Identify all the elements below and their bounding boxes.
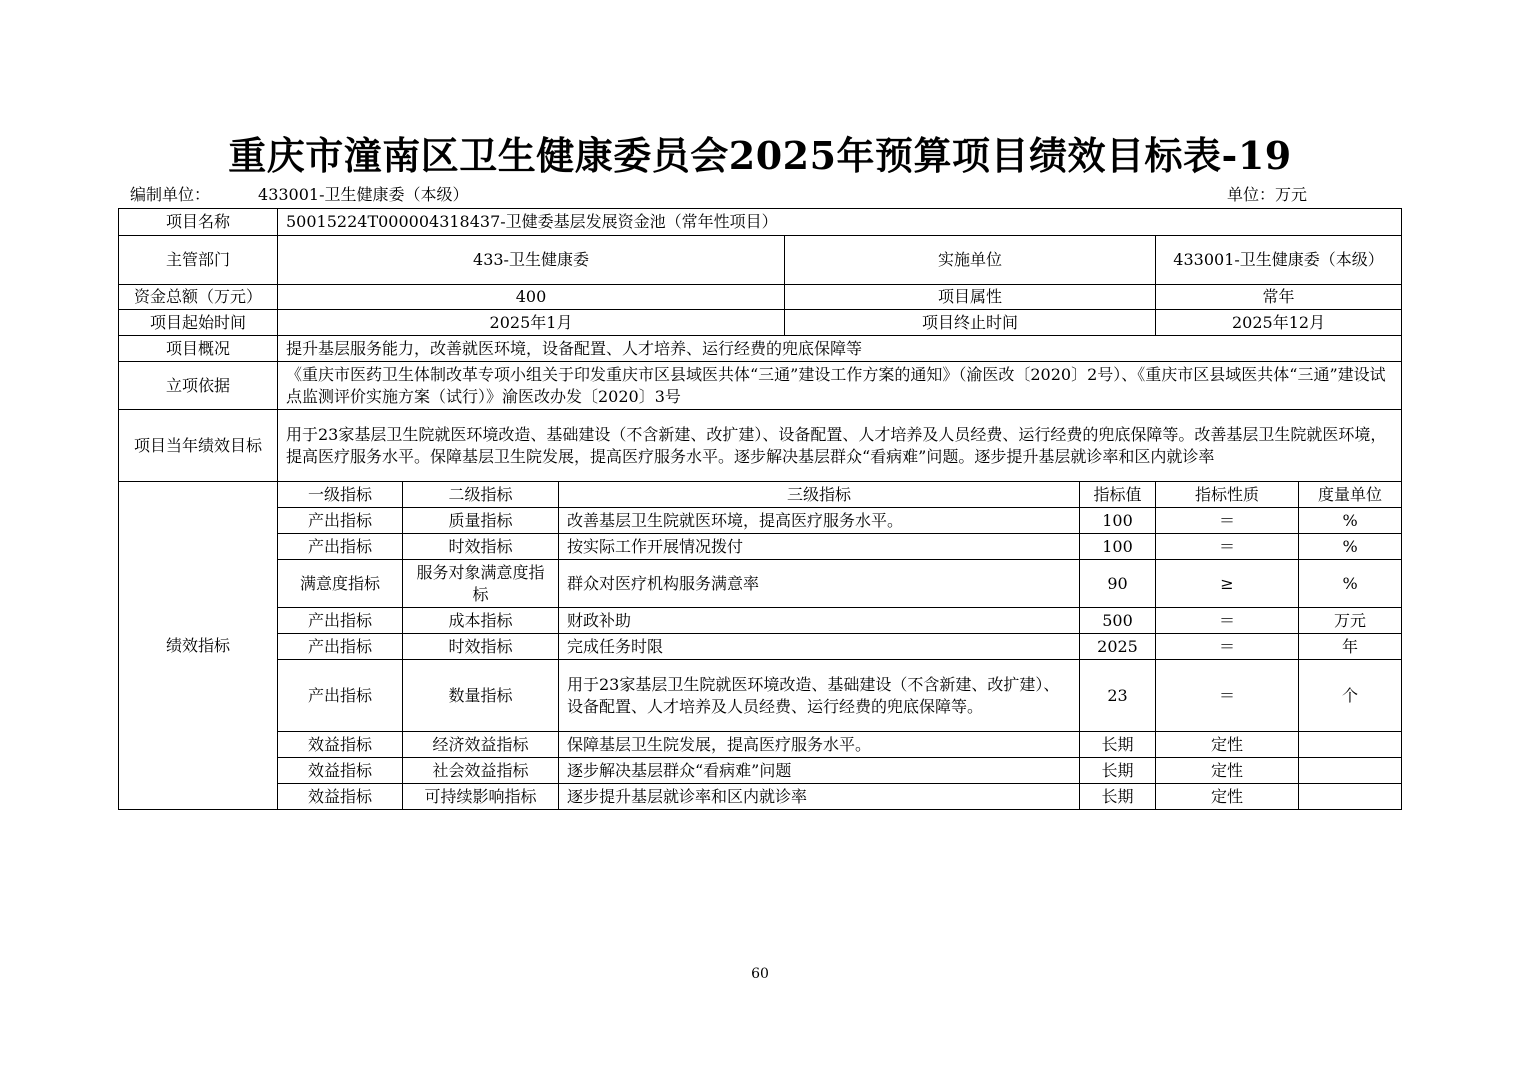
indicator-section-label: 绩效指标: [119, 482, 278, 810]
value-cell: 长期: [1080, 784, 1156, 810]
header-level2: 二级指标: [403, 482, 559, 508]
unit-cell: %: [1299, 534, 1402, 560]
level1-cell: 产出指标: [278, 634, 403, 660]
table-row: [119, 732, 1402, 758]
nature-cell: ＝: [1156, 534, 1299, 560]
level3-cell: 改善基层卫生院就医环境，提高医疗服务水平。: [559, 508, 1080, 534]
table-row: [119, 508, 1402, 534]
impl-value: 433001-卫生健康委（本级）: [1156, 236, 1402, 285]
header-level3: 三级指标: [559, 482, 1080, 508]
level2-cell: 服务对象满意度指标: [403, 560, 559, 608]
goal-value: 用于23家基层卫生院就医环境改造、基础建设（不含新建、改扩建）、设备配置、人才培养及人员经费、运行经费的兜底保障等。改善基层卫生院就医环境，提高医疗服务水平。保障基层卫生院发展，提高医疗服务水平。逐步解决基层群众“看病难”问题。逐步提升基层就诊率和区内就诊率: [278, 410, 1402, 482]
fund-value: 400: [278, 285, 785, 310]
project-name: 50015224T000004318437-卫健委基层发展资金池（常年性项目）: [278, 209, 1402, 236]
unit-cell: %: [1299, 560, 1402, 608]
value-cell: 100: [1080, 534, 1156, 560]
page-number: 60: [751, 966, 769, 982]
end-value: 2025年12月: [1156, 310, 1402, 336]
project-name-label: 项目名称: [119, 209, 278, 236]
overview-value: 提升基层服务能力，改善就医环境，设备配置、人才培养、运行经费的兜底保障等: [278, 336, 1402, 362]
unit-cell: [1299, 732, 1402, 758]
nature-cell: ＝: [1156, 634, 1299, 660]
header-value: 指标值: [1080, 482, 1156, 508]
dept-label: 主管部门: [119, 236, 278, 285]
unit-cell: 个: [1299, 660, 1402, 732]
level2-cell: 质量指标: [403, 508, 559, 534]
nature-cell: 定性: [1156, 758, 1299, 784]
nature-cell: ＝: [1156, 508, 1299, 534]
nature-cell: 定性: [1156, 784, 1299, 810]
table-row: [119, 534, 1402, 560]
value-cell: 100: [1080, 508, 1156, 534]
table-row: [119, 608, 1402, 634]
level1-cell: 效益指标: [278, 784, 403, 810]
basis-label: 立项依据: [119, 362, 278, 410]
level1-cell: 满意度指标: [278, 560, 403, 608]
level2-cell: 可持续影响指标: [403, 784, 559, 810]
header-unit: 度量单位: [1299, 482, 1402, 508]
overview-label: 项目概况: [119, 336, 278, 362]
level1-cell: 产出指标: [278, 608, 403, 634]
end-label: 项目终止时间: [785, 310, 1156, 336]
level1-cell: 效益指标: [278, 732, 403, 758]
level2-cell: 时效指标: [403, 634, 559, 660]
nature-cell: ≥: [1156, 560, 1299, 608]
start-value: 2025年1月: [278, 310, 785, 336]
table-row: [119, 634, 1402, 660]
unit-cell: 年: [1299, 634, 1402, 660]
value-cell: 23: [1080, 660, 1156, 732]
unit-cell: %: [1299, 508, 1402, 534]
level3-cell: 逐步提升基层就诊率和区内就诊率: [559, 784, 1080, 810]
header-level1: 一级指标: [278, 482, 403, 508]
level1-cell: 产出指标: [278, 660, 403, 732]
level3-cell: 用于23家基层卫生院就医环境改造、基础建设（不含新建、改扩建）、设备配置、人才培养及人员经费、运行经费的兜底保障等。: [559, 660, 1080, 732]
level3-cell: 按实际工作开展情况拨付: [559, 534, 1080, 560]
nature-cell: ＝: [1156, 608, 1299, 634]
performance-table: [118, 208, 1402, 810]
start-label: 项目起始时间: [119, 310, 278, 336]
attr-value: 常年: [1156, 285, 1402, 310]
level1-cell: 产出指标: [278, 508, 403, 534]
org-label: 编制单位：: [130, 185, 211, 204]
impl-label: 实施单位: [785, 236, 1156, 285]
level3-cell: 保障基层卫生院发展，提高医疗服务水平。: [559, 732, 1080, 758]
level3-cell: 群众对医疗机构服务满意率: [559, 560, 1080, 608]
org-value: 433001-卫生健康委（本级）: [258, 185, 469, 204]
table-row: [119, 758, 1402, 784]
level2-cell: 社会效益指标: [403, 758, 559, 784]
nature-cell: ＝: [1156, 660, 1299, 732]
level3-cell: 完成任务时限: [559, 634, 1080, 660]
value-cell: 90: [1080, 560, 1156, 608]
level2-cell: 数量指标: [403, 660, 559, 732]
unit-label: 单位：万元: [1227, 185, 1308, 204]
level2-cell: 经济效益指标: [403, 732, 559, 758]
unit-cell: [1299, 784, 1402, 810]
level1-cell: 产出指标: [278, 534, 403, 560]
unit-cell: [1299, 758, 1402, 784]
table-row: [119, 560, 1402, 608]
attr-label: 项目属性: [785, 285, 1156, 310]
basis-value: 《重庆市医药卫生体制改革专项小组关于印发重庆市区县域医共体“三通”建设工作方案的通知》（渝医改〔2020〕2号）、《重庆市区县域医共体“三通”建设试点监测评价实施方案（试行）》渝医改办发〔2020〕3号: [278, 362, 1402, 410]
table-row: [119, 784, 1402, 810]
level2-cell: 成本指标: [403, 608, 559, 634]
indicator-header-row: [119, 482, 1402, 508]
fund-label: 资金总额（万元）: [119, 285, 278, 310]
goal-label: 项目当年绩效目标: [119, 410, 278, 482]
value-cell: 长期: [1080, 732, 1156, 758]
org-line: [130, 184, 469, 206]
header-nature: 指标性质: [1156, 482, 1299, 508]
level2-cell: 时效指标: [403, 534, 559, 560]
unit-cell: 万元: [1299, 608, 1402, 634]
level3-cell: 财政补助: [559, 608, 1080, 634]
value-cell: 500: [1080, 608, 1156, 634]
value-cell: 长期: [1080, 758, 1156, 784]
value-cell: 2025: [1080, 634, 1156, 660]
dept-value: 433-卫生健康委: [278, 236, 785, 285]
nature-cell: 定性: [1156, 732, 1299, 758]
page-title: 重庆市潼南区卫生健康委员会2025年预算项目绩效目标表-19: [228, 133, 1292, 178]
table-row: [119, 660, 1402, 732]
level1-cell: 效益指标: [278, 758, 403, 784]
level3-cell: 逐步解决基层群众“看病难”问题: [559, 758, 1080, 784]
